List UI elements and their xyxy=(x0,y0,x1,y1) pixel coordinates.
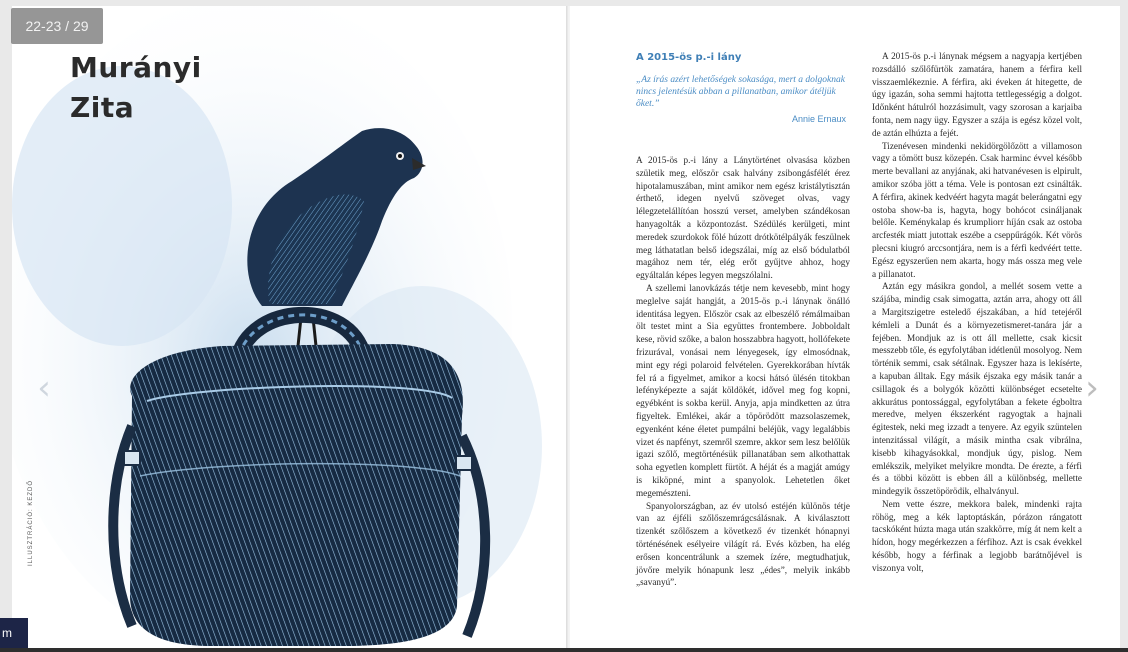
paragraph: A 2015-ös p.-i lánynak mégsem a nagyapja kertjében rozsdálló szőlőfürtök zamatára, hanem a férfira kell visszaemlékeznie. A férfira, aki éveken át hitegette, de úgy igazán, soha semmi hajtotta tettlegességig a dolgot. Időnként hátulról hozzásimult, vagy szorosan a karjaiba fonta, nem nagy ügy. Egyszer a szája is egész közel volt, de aztán elhúzta a fejét. xyxy=(872,51,1082,138)
text-column-right xyxy=(872,50,1082,575)
bottom-bar xyxy=(0,648,1128,652)
paragraph: Spanyolországban, az év utolsó estéjén különös tétje van az éjféli szőlőszemrágcsálásnak. A kiválasztott tizenkét szőlőszem a következő év tizenkét hónapnyi történésének esélyeire világít rá. Evés közben, ha elég erősen koncentrálunk a szemek ízére, megtudhatjuk, jövőre melyik hónapunk lesz „édes”, melyik inkább „savanyú”. xyxy=(636,500,850,588)
illustration-credit: ILLUSZTRÁCIÓ: KEZDŐ xyxy=(28,479,34,566)
author-first-name: Murányi xyxy=(70,51,202,84)
page-counter: 22-23 / 29 xyxy=(11,8,103,44)
epigraph-quote: „Az írás azért lehetőségek sokasága, mert a dolgoknak nincs jelentésük abban a pillanatban, amikor átéljük őket.” xyxy=(636,75,845,109)
paragraph: Nem vette észre, mekkora balek, mindenki rajta röhög, meg a kék laptoptáskán, pórázon rángatott tacskóként húzta maga után szakkörre, míg át nem kelt a hídon, hogy megérkezzen a férfihoz. Azt is csak évekkel később, hogy a férfinak a legjobb barátnőjével is viszonya volt, xyxy=(872,498,1082,573)
right-page xyxy=(570,6,1120,648)
article-title: A 2015-ös p.-i lány xyxy=(636,52,742,63)
chevron-left-icon[interactable]: ‹ xyxy=(37,368,51,408)
author-name xyxy=(70,48,202,128)
epigraph-author: Annie Ernaux xyxy=(791,114,846,124)
left-page xyxy=(12,6,568,648)
chevron-right-icon[interactable]: › xyxy=(1085,368,1099,408)
paragraph: Tizenévesen mindenki nekidörgölőzött a villamoson vagy a tömött busz közepén. Csak harminc évvel később merte bevallani az anyjának, aki hatvanévesen is elpirult, amikor szóba jött a téma. Vele is pontosan ezt csinálták. A férfira, akinek kedvéért hagyta magát belerángatni egy ostoba show-ba is, hagyta, hogy bohócot csináljanak belőle. Keménykalap és krumpliorr híján csak az ostoba arcfesték miatt jutottak eszébe a cseppűrágók. Két vörös plecsni kiugró arccsontjára, nem is a férfi kedvéért tette. Egész egyszerűen nem akarta, hogy más ossza meg vele a pillanatot. xyxy=(872,140,1082,279)
paragraph: Aztán egy másikra gondol, a mellét sosem vette a szájába, mindig csak simogatta, aztán arra, ahogy ott áll a Margitszigetre esteledő éjszakában, a híd tetejéről kémleli a Dunát és a környezetismeret-tanára jár a fejében. Mondjuk az is ott áll mellette, csak kicsit messzebb tőle, és egyfolytában idétlenül mosolyog. Nem történik semmi, csak sétálnak. Egyszer haza is lekísérte, a kapuban álltak. Egy másik éjszaka egy másik tanár a csillagok és a bolygók közötti különbséget ecsetelte akkurátus pontossággal, egyfolytában a fekete égboltra meredve, melyen ékszerként ragyogtak a hajnali égitestek, neki meg izzadt a tenyere. Az egyik szüntelen intenzitással világít, a másik mintha csak vibrálna, kisebb kihagyásokkal, mondjuk úgy, pislog. Nem emlékszik, melyiket melyikre mondta. De érezte, a férfi és a többi között is ebben áll a különbség, mellette mindegyik összetöpörödik, elhalványul. xyxy=(872,281,1082,497)
paragraph: A szellemi lanovkázás tétje nem kevesebb, mint hogy meglelve saját hangját, a 2015-ös p.-i lánynak önálló identitása legyen. Először csak az elbeszélő rémálmaiban ölt testet mint a Sia együttes frontembere. Jobboldalt kese, rövid szőke, a balon hosszabbra hagyott, hollófekete frizurával, vonásai nem lényegesek, így elmosódnak, mint egy régi polaroid felvételen. Gyerekkorában hívták fel rá a figyelmet, amikor a kocsi hátsó ülésén titokban lefényképezte a saját köldökét, idővel meg fog kopni, egyébként is sokba kerül. Anyja, apja mindketten az útra figyeltek. Emlékei, akár a töpörödött mazsolaszemek, egyenként kéne életet pumpálni beléjük, vagy legalábbis vizet és napfényt, szemről szemre, akkor sem lesz belőlük igazi szőlő, megtörténésük pillanatában sem alkothattak soha egyetlen komplett fürtöt. A héját és a magját amúgy is kiköpné, mint a spanyolok. Lehetetlen őket megemészteni. xyxy=(636,282,850,498)
bottom-tab[interactable]: m xyxy=(0,618,28,648)
paragraph: A 2015-ös p.-i lány a Lánytörténet olvasása közben születik meg, először csak halvány zsibongásfélét érez hipotalamuszában, mint amikor nem egész kristálytisztán érthető, idegen nyelvű szöveget olvas, vagy lélegzetelállítóan hosszú verset, amelyben szándékosan hanyagolták a központozást. Szédülés kerülgeti, mint meredek szurdokok fölé húzott drótkötélpályák feszülnek meg láthatatlan belső idegszálai, míg az első bódulatból magához nem tér, elég erőt gyűjtve ahhoz, hogy egyáltalán képes legyen megszólalni. xyxy=(636,155,850,281)
text-column-left xyxy=(636,154,850,589)
author-last-name: Zita xyxy=(70,91,135,124)
